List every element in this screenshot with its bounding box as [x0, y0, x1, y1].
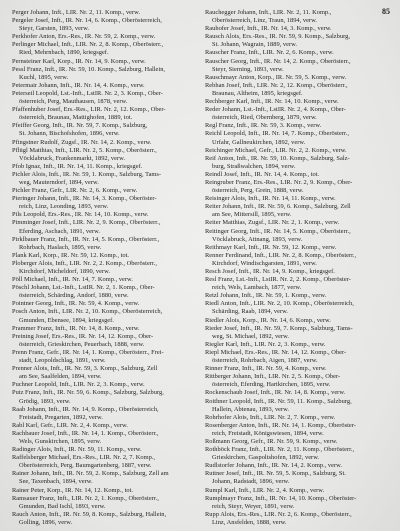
list-entry: [205, 495, 393, 511]
entry-name-line: Rabl Karl, Gefr., LIR. Nr. 2, 4. Komp., verw.: [12, 421, 128, 429]
entry-name-line: Rachbauer Josef, Inft., IR. Nr. 14, 1. Komp., Oberösterr.,: [12, 429, 159, 437]
list-entry: [12, 58, 199, 66]
entry-name-line: Roßmann Georg, Gefr., IR. Nr. 59, 9. Komp., verw.: [205, 437, 338, 445]
entry-continuation-line: Urfahr, Gallneukirchen, 1892, verw.: [212, 138, 306, 146]
entry-name-line: Reindl Josef, Inft., IR. Nr. 14, 4. Komp., tot.: [205, 170, 320, 178]
entry-continuation-line: am See, Saalfelden, 1894, verw.: [19, 373, 102, 381]
list-entry: [205, 122, 393, 130]
list-entry: [205, 389, 393, 397]
list-entry: [12, 454, 199, 470]
list-entry: [205, 130, 393, 146]
entry-continuation-line: österreich, Eferding, Hartkirchen, 1895, verw.: [212, 381, 331, 389]
entry-continuation-line: Steyr, Sierning, 1893, verw.: [212, 65, 284, 73]
list-entry: [12, 511, 199, 527]
entry-continuation-line: Ried, Mehrnbach, 1890, kriegsgef.: [19, 49, 109, 57]
entry-continuation-line: Gmunden, Bad Ischl, 1893, verw.: [19, 502, 106, 510]
entry-name-line: Rumplmayr Franz, Inft., IR. Nr. 14, 10. Komp., Oberöster-: [205, 494, 357, 502]
entry-name-line: Perlinger Michael, Inft., LIR. Nr. 2, 8. Komp., Oberösterr.,: [12, 41, 164, 49]
entry-continuation-line: Johann, Radstadt, 1896, verw.: [212, 478, 290, 486]
list-entry: [12, 470, 199, 486]
list-entry: [12, 236, 199, 252]
entry-name-line: Resch Josef, Inft., IR. Nr. 14, 9. Komp., kriegsgef.: [205, 268, 335, 275]
entry-name-line: Riedl Anton, Inft., LIR. Nr. 2, 10. Komp., Oberösterreich,: [205, 300, 354, 308]
entry-continuation-line: österreich, Perg, Mauthausen, 1878, verw.: [19, 98, 128, 106]
list-entry: [205, 422, 393, 438]
entry-continuation-line: Linz, Ansfelden, 1888, verw.: [212, 518, 287, 526]
list-entry: [12, 325, 199, 333]
entry-name-line: Prammer Franz, Inft., IR. Nr. 14, 8. Komp., verw.: [12, 324, 140, 332]
entry-name-line: Rechberger Karl, Inft., IR. Nr. 14, 10. Komp., verw.: [205, 98, 339, 106]
entry-name-line: Rauchegger Johann, Inft., LIR. Nr. 2, 11. Komp.,: [205, 9, 332, 16]
page-number: 85: [382, 7, 390, 16]
entry-continuation-line: reich, Wels, Lambach, 1877, verw.: [212, 284, 302, 292]
list-entry: [205, 446, 393, 462]
entry-name-line: Pflügl Matthias, Inft., LIR. Nr. 2, 5. Komp., Oberösterr.,: [12, 146, 157, 154]
list-entry: [12, 284, 199, 300]
list-entry: [205, 252, 393, 268]
entry-name-line: Rockenschaub Josef, Inft., IR. Nr. 14, 8. Komp., verw.: [205, 389, 346, 397]
entry-continuation-line: österreich, Rohrbach, Aigen, 1887, verw.: [212, 357, 318, 365]
entry-continuation-line: Schärding, Raab, 1894, verw.: [212, 308, 288, 316]
entry-name-line: Reisinger Alois, Inft., IR. Nr. 14, 11. Komp., verw.: [205, 195, 336, 203]
list-entry: [12, 195, 199, 211]
entry-name-line: Raffelsberger Michael, Ers.-Res., LIR. Nr. 2, 7. Komp.,: [12, 454, 156, 462]
entry-name-line: Raab Johann, Inft., IR. Nr. 14, 9. Komp., Oberösterreich,: [12, 405, 159, 413]
list-entry: [12, 422, 199, 430]
list-entry: [12, 187, 199, 195]
list-entry: [12, 163, 199, 171]
entry-name-line: Peterseil Leopold, Lst.-Inft., LstIR. Nr. 2, 3. Komp., Ober-: [12, 89, 163, 97]
entry-name-line: Rinner Franz, Inft., IR. Nr. 59, 4. Komp., verw.: [205, 365, 327, 373]
list-entry: [12, 446, 199, 454]
entry-continuation-line: Vöcklabruck, Frankenmarkt, 1892, verw.: [19, 154, 125, 162]
entry-name-line: Ploberger Alois, Inft., LIR. Nr. 2, 2. Komp., Oberösterr.,: [12, 259, 157, 267]
entry-continuation-line: Vöcklabruck, Attnang, 1893, verw.: [212, 235, 303, 243]
column-right: [205, 9, 393, 527]
entry-name-line: Rebhan Josef, Inft., LIR. Nr. 2, 12. Komp., Oberösterr.,: [205, 81, 348, 89]
entry-name-line: Pichler Franz, Gefr., LIR. Nr. 2, 6. Komp., verw.: [12, 187, 138, 195]
list-entry: [12, 430, 199, 446]
entry-name-line: Posch Anton, Inft., LIR. Nr. 2, 10. Komp., Oberösterreich,: [12, 308, 163, 316]
entry-name-line: Putz Franz, Inft., IR. Nr. 59, 6. Komp., Salzburg, Salzburg,: [12, 389, 164, 397]
entry-continuation-line: Freistadt, Pregarten, 1892, verw.: [19, 413, 103, 421]
entry-name-line: Rauschmayr Anton, Korp., IR. Nr. 59, 5. Komp., verw.: [205, 73, 347, 81]
list-entry: [12, 406, 199, 422]
entry-name-line: Pils Leopold, Ers.-Res., IR. Nr. 14, 10. Komp., verw.: [12, 211, 149, 219]
list-entry: [205, 511, 393, 527]
entry-continuation-line: Grödig, 1893, verw.: [19, 397, 71, 405]
list-entry: [12, 106, 199, 122]
entry-name-line: Rauch Anton, Inft., IR. Nr. 59, 8. Komp., Salzburg, Hallein,: [12, 510, 167, 518]
list-entry: [12, 349, 199, 365]
list-entry: [205, 58, 393, 74]
entry-name-line: Pernsteiner Karl, Korp., IR. Nr. 14, 9. Komp., verw.: [12, 57, 146, 65]
list-entry: [205, 292, 393, 300]
entry-continuation-line: reich, Steyr, Weyer, 1891, verw.: [212, 502, 295, 510]
entry-name-line: Pfaffenhuber Josef, Ers.-Res., LIR. Nr. 2, 12. Komp., Ober-: [12, 106, 166, 114]
entry-name-line: Puchner Leopold, Inft., LIR. Nr. 2, 3. Komp., verw.: [12, 381, 145, 389]
entry-continuation-line: österreich, Grieskirchen, Peuerbach, 1888, verw.: [19, 340, 145, 348]
entry-name-line: Plank Karl, Korp., IR. Nr. 59, 12. Komp., tot.: [12, 251, 130, 259]
entry-name-line: Rauscher Franz, Inft., LIR. Nr. 2, 6. Komp., verw.: [205, 49, 334, 57]
list-entry: [205, 33, 393, 49]
entry-continuation-line: am See, Mittersill, 1895, verw.: [212, 211, 292, 219]
entry-continuation-line: weg, St. Michael, 1892, verw.: [212, 332, 290, 340]
list-entry: [12, 381, 199, 389]
list-entry: [12, 82, 199, 90]
list-entry: [12, 276, 199, 284]
entry-continuation-line: Gmunden, Ebensee, 1894, kriegsgef.: [19, 316, 114, 324]
entry-continuation-line: Oberösterreich, Linz, Traun, 1894, verw.: [212, 17, 317, 25]
list-entry: [205, 373, 393, 389]
entry-name-line: Reder Johann, Lst.-Inft., LstIR. Nr. 2, 4. Komp., Ober-: [205, 106, 346, 114]
list-entry: [12, 260, 199, 276]
entry-name-line: Reitinger Georg, Inft., IR. Nr. 14, 5. Komp., Oberösterr.,: [205, 227, 351, 235]
entry-continuation-line: Grieskirchen, Gaspoltshofen, 1892, verw.: [212, 454, 320, 462]
entry-continuation-line: Kuchl, 1895, verw.: [19, 73, 69, 81]
list-entry: [205, 325, 393, 341]
list-entry: [205, 171, 393, 179]
entry-name-line: Reingruber Franz, Ers.-Res., LIR. Nr. 2, 9. Komp., Ober-: [205, 178, 353, 186]
list-entry: [205, 25, 393, 33]
entry-continuation-line: Wels, Gunskirchen, 1895, verw.: [19, 437, 102, 445]
list-entry: [12, 365, 199, 381]
entry-name-line: Pfob Ignaz, Inft., IR. Nr. 14, 11. Komp., kriegsgef.: [12, 162, 143, 170]
list-entry: [205, 268, 393, 276]
list-entry: [205, 317, 393, 325]
entry-name-line: Reichl Leopold, Inft., IR. Nr. 14, 7. Komp., Oberösterr.,: [205, 130, 350, 138]
entry-name-line: Prenn Franz, Gefr., IR. Nr. 14, 1. Komp., Oberösterr., Frei-: [12, 348, 164, 356]
entry-name-line: Pimminger Josef, Inft., LIR. Nr. 2, 9. Komp., Oberösterr.,: [12, 219, 161, 227]
entry-name-line: Radinger Alois, Inft., IR. Nr. 59, 11. Komp., verw.: [12, 446, 142, 454]
entry-continuation-line: burg, Straßwalchen, 1894, verw.: [212, 162, 296, 170]
list-entry: [205, 82, 393, 98]
list-entry: [12, 147, 199, 163]
list-entry: [12, 252, 199, 260]
entry-name-line: Rainer Johann, Inft., IR. Nr. 59, 2. Komp., Salzburg, Zell am: [12, 470, 169, 478]
list-entry: [12, 139, 199, 147]
entry-name-line: Pöll Michael, Inft., IR. Nr. 14, 7. Komp., verw.: [12, 276, 133, 284]
entry-continuation-line: österreich, Ried, Obernberg, 1879, verw.: [212, 114, 317, 122]
list-entry: [12, 66, 199, 82]
entry-name-line: Ramsauer Franz, Inft., LIR. Nr. 2, 1. Komp., Oberösterr.,: [12, 494, 159, 502]
entry-name-line: Rumpl Karl, Inft., LIR. Nr. 2, 4. Komp., verw.: [205, 486, 325, 494]
entry-name-line: Prenner Alois, Inft., IR. Nr. 59, 3. Komp., Salzburg, Zell: [12, 365, 158, 373]
entry-name-line: Pessl Franz, Inft., IR. Nr. 59, 10. Komp., Salzburg, Hallein,: [12, 65, 166, 73]
entry-name-line: Regl Franz, Inft., IR. Nr. 59, 3. Komp., verw.: [205, 122, 322, 130]
entry-name-line: Preining Josef, Ers.-Res., IR. Nr. 14, 12. Komp., Ober-: [12, 332, 154, 340]
entry-name-line: Rosenberger Anton, Inft., IR. Nr. 14, 1. Komp., Oberöster-: [205, 421, 356, 429]
entry-name-line: Rupp Alois, Ers.-Res., LIR. Nr. 2, 6. Komp., Oberösterr.,: [205, 510, 352, 518]
entry-name-line: Resl Franz, Lst.-Inft., LstIR. Nr. 2, 2. Komp., Oberöster-: [205, 276, 351, 284]
list-entry: [205, 98, 393, 106]
list-entry: [12, 41, 199, 57]
list-entry: [12, 308, 199, 324]
entry-continuation-line: Kirchdorf, Micheldorf, 1890, verw.: [19, 268, 110, 275]
entry-continuation-line: österreich, Braunau, Mattighofen, 1889, tot.: [19, 114, 133, 122]
entry-name-line: Roithner Leopold, Inft., IR. Nr. 59, 11. Komp., Salzburg,: [205, 397, 352, 405]
entry-name-line: Petermair Johann, Inft., IR. Nr. 14, 4. Komp., verw.: [12, 81, 145, 89]
list-entry: [205, 414, 393, 422]
list-entry: [12, 389, 199, 405]
entry-name-line: Rothböck Franz, Inft., LIR. Nr. 2, 11. Komp., Oberösterr.,: [205, 446, 355, 454]
entry-continuation-line: Golling, 1896, verw.: [19, 518, 73, 526]
list-entry: [205, 470, 393, 486]
list-entry: [205, 49, 393, 57]
list-entry: [205, 179, 393, 195]
list-entry: [205, 219, 393, 227]
entry-name-line: Pergeler Josef, Inft., IR. Nr. 14, 6. Komp., Oberösterreich,: [12, 17, 162, 25]
entry-continuation-line: Rohrbach, Haslach, 1895, verw.: [19, 243, 102, 251]
entry-continuation-line: stadt, Leopoldschlag, 1891, verw.: [19, 357, 106, 365]
list-entry: [205, 244, 393, 252]
entry-name-line: Reif Anton, Inft., IR. Nr. 59, 10. Komp., Salzburg, Salz-: [205, 154, 350, 162]
list-entry: [205, 147, 393, 155]
list-entry: [12, 33, 199, 41]
entry-name-line: Pieringer Johann, Inft., IR. Nr. 14, 3. Komp., Oberöster-: [12, 195, 157, 203]
list-entry: [12, 17, 199, 33]
list-entry: [205, 276, 393, 292]
entry-name-line: Riegler Karl, Inft., LIR. Nr. 2, 3. Komp., verw.: [205, 340, 326, 348]
list-entry: [12, 171, 199, 187]
entry-continuation-line: Steyr, Garsten, 1893, verw.: [19, 25, 89, 33]
entry-continuation-line: Eferding, Aschach, 1891, verw.: [19, 227, 100, 235]
entry-name-line: Perger Johann, Inft., LIR. Nr. 2, 11. Komp., verw.: [12, 9, 141, 16]
entry-name-line: Pfeiffer Georg, Inft., IR. Nr. 59, 7. Komp., Salzburg,: [12, 122, 148, 130]
entry-continuation-line: See, Taxenbach, 1894, verw.: [19, 478, 93, 486]
entry-name-line: Reiter Matthias, Zugsf., LIR. Nr. 2, 1. Komp., verw.: [205, 219, 340, 227]
entry-name-line: Rauscher Georg, Inft., IR. Nr. 14, 2. Komp., Oberösterr.,: [205, 57, 351, 65]
entry-continuation-line: reich, Freistadt, Königswiesen, 1894, verw.: [212, 429, 324, 437]
list-entry: [205, 487, 393, 495]
entry-name-line: Pöschl Johann, Lst.-Inft., LstIR. Nr. 2, 1. Komp., Ober-: [12, 284, 155, 292]
entry-name-line: Pointner Georg, Inft., IR. Nr. 59, 4. Komp., verw.: [12, 300, 140, 308]
list-entry: [205, 398, 393, 414]
entry-name-line: Perkhofer Anton, Ers.-Res., IR. Nr. 59, 2. Komp., verw.: [12, 33, 156, 41]
entry-continuation-line: weg, Mauterndorf, 1894, verw.: [19, 178, 99, 186]
entry-name-line: Pfingstner Rudolf, Zugsf., IR. Nr. 14, 2. Komp., verw.: [12, 138, 152, 146]
list-entry: [12, 300, 199, 308]
list-entry: [12, 211, 199, 219]
entry-continuation-line: reich, Linz, Leonding, 1893, verw.: [19, 203, 109, 211]
entry-continuation-line: Braunau, Altheim, 1895, kriegsgef.: [212, 89, 303, 97]
list-entry: [205, 106, 393, 122]
entry-name-line: Rudlstorfer Johann, Inft., IR. Nr. 14, 2. Komp., verw.: [205, 462, 342, 470]
entry-name-line: Riedler Alois, Korp., IR. Nr. 14, 6. Komp., verw.: [205, 316, 331, 324]
column-left: [12, 9, 199, 527]
list-entry: [205, 438, 393, 446]
entry-continuation-line: St. Johann, Wagrain, 1889, verw.: [212, 41, 297, 49]
list-entry: [205, 195, 393, 203]
entry-name-line: Rainer Peter, Korp., IR. Nr. 14, 12. Komp., tot.: [12, 486, 134, 494]
entry-name-line: Ruttner Josef, Inft., IR. Nr. 59, 5. Komp., Salzburg, St.: [205, 470, 346, 478]
entry-name-line: Rieder Josef, Inft., IR. Nr. 59, 7. Komp., Salzburg, Tams-: [205, 324, 353, 332]
entry-name-line: Rohrhofer Alois, Inft., LIR. Nr. 2, 7. Komp., verw.: [205, 413, 336, 421]
list-entry: [205, 341, 393, 349]
list-entry: [205, 228, 393, 244]
entry-name-line: Renner Ferdinand, Inft., LIR. Nr. 2, 8. Komp., Oberösterr.,: [205, 251, 357, 259]
list-entry: [12, 219, 199, 235]
list-entry: [205, 349, 393, 365]
list-entry: [205, 203, 393, 219]
entry-name-line: Pirklbauer Franz, Inft., IR. Nr. 14, 5. Komp., Oberösterr.,: [12, 235, 160, 243]
entry-name-line: Rausch Alois, Ers.-Res., IR. Nr. 59, 9. Komp., Salzburg,: [205, 33, 350, 41]
entry-name-line: Reichinger Michael, Gefr., LIR. Nr. 2, 2. Komp., verw.: [205, 146, 347, 154]
entry-name-line: Reithmayr Karl, Inft., IR. Nr. 59, 12. Komp., verw.: [205, 243, 337, 251]
entry-name-line: Rittberger Johann, Inft., LIR. Nr. 2, 5. Komp., Ober-: [205, 373, 341, 381]
list-entry: [12, 90, 199, 106]
entry-continuation-line: Hallein, Abtenau, 1893, verw.: [212, 405, 290, 413]
list-entry: [12, 495, 199, 511]
entry-name-line: Retzl Johann, Inft., IR. Nr. 59, 1. Komp., verw.: [205, 292, 327, 300]
entry-continuation-line: österreich, Perg, Grein, 1888, verw.: [212, 187, 304, 195]
list-entry: [12, 487, 199, 495]
list-entry: [205, 300, 393, 316]
list-entry: [205, 365, 393, 373]
entry-continuation-line: St. Johann, Bischofshofen, 1896, verw.: [19, 130, 120, 138]
entry-name-line: Riepl Michael, Ers.-Res., IR. Nr. 14, 12. Komp., Ober-: [205, 348, 347, 356]
entry-name-line: Rauhofer Josef, Inft., IR. Nr. 14, 3. Komp., verw.: [205, 25, 332, 33]
entry-continuation-line: Oberösterreich, Perg, Baumgartenberg, 1887, verw.: [19, 462, 152, 470]
list-entry: [12, 122, 199, 138]
list-entry: [12, 333, 199, 349]
list-entry: [205, 155, 393, 171]
entry-continuation-line: Kirchdorf, Windischgarsten, 1891, verw.: [212, 259, 317, 267]
list-entry: [205, 9, 393, 25]
list-entry: [205, 462, 393, 470]
entry-continuation-line: österreich, Schärding, Andorf, 1880, verw.: [19, 292, 129, 300]
entry-name-line: Reiter Johann, Inft., IR. Nr. 59, 6. Komp., Salzburg, Zell: [205, 203, 351, 211]
entry-name-line: Pichler Alois, Inft., IR. Nr. 59, 1. Komp., Salzburg, Tams-: [12, 170, 162, 178]
list-entry: [205, 74, 393, 82]
list-entry: [12, 9, 199, 17]
